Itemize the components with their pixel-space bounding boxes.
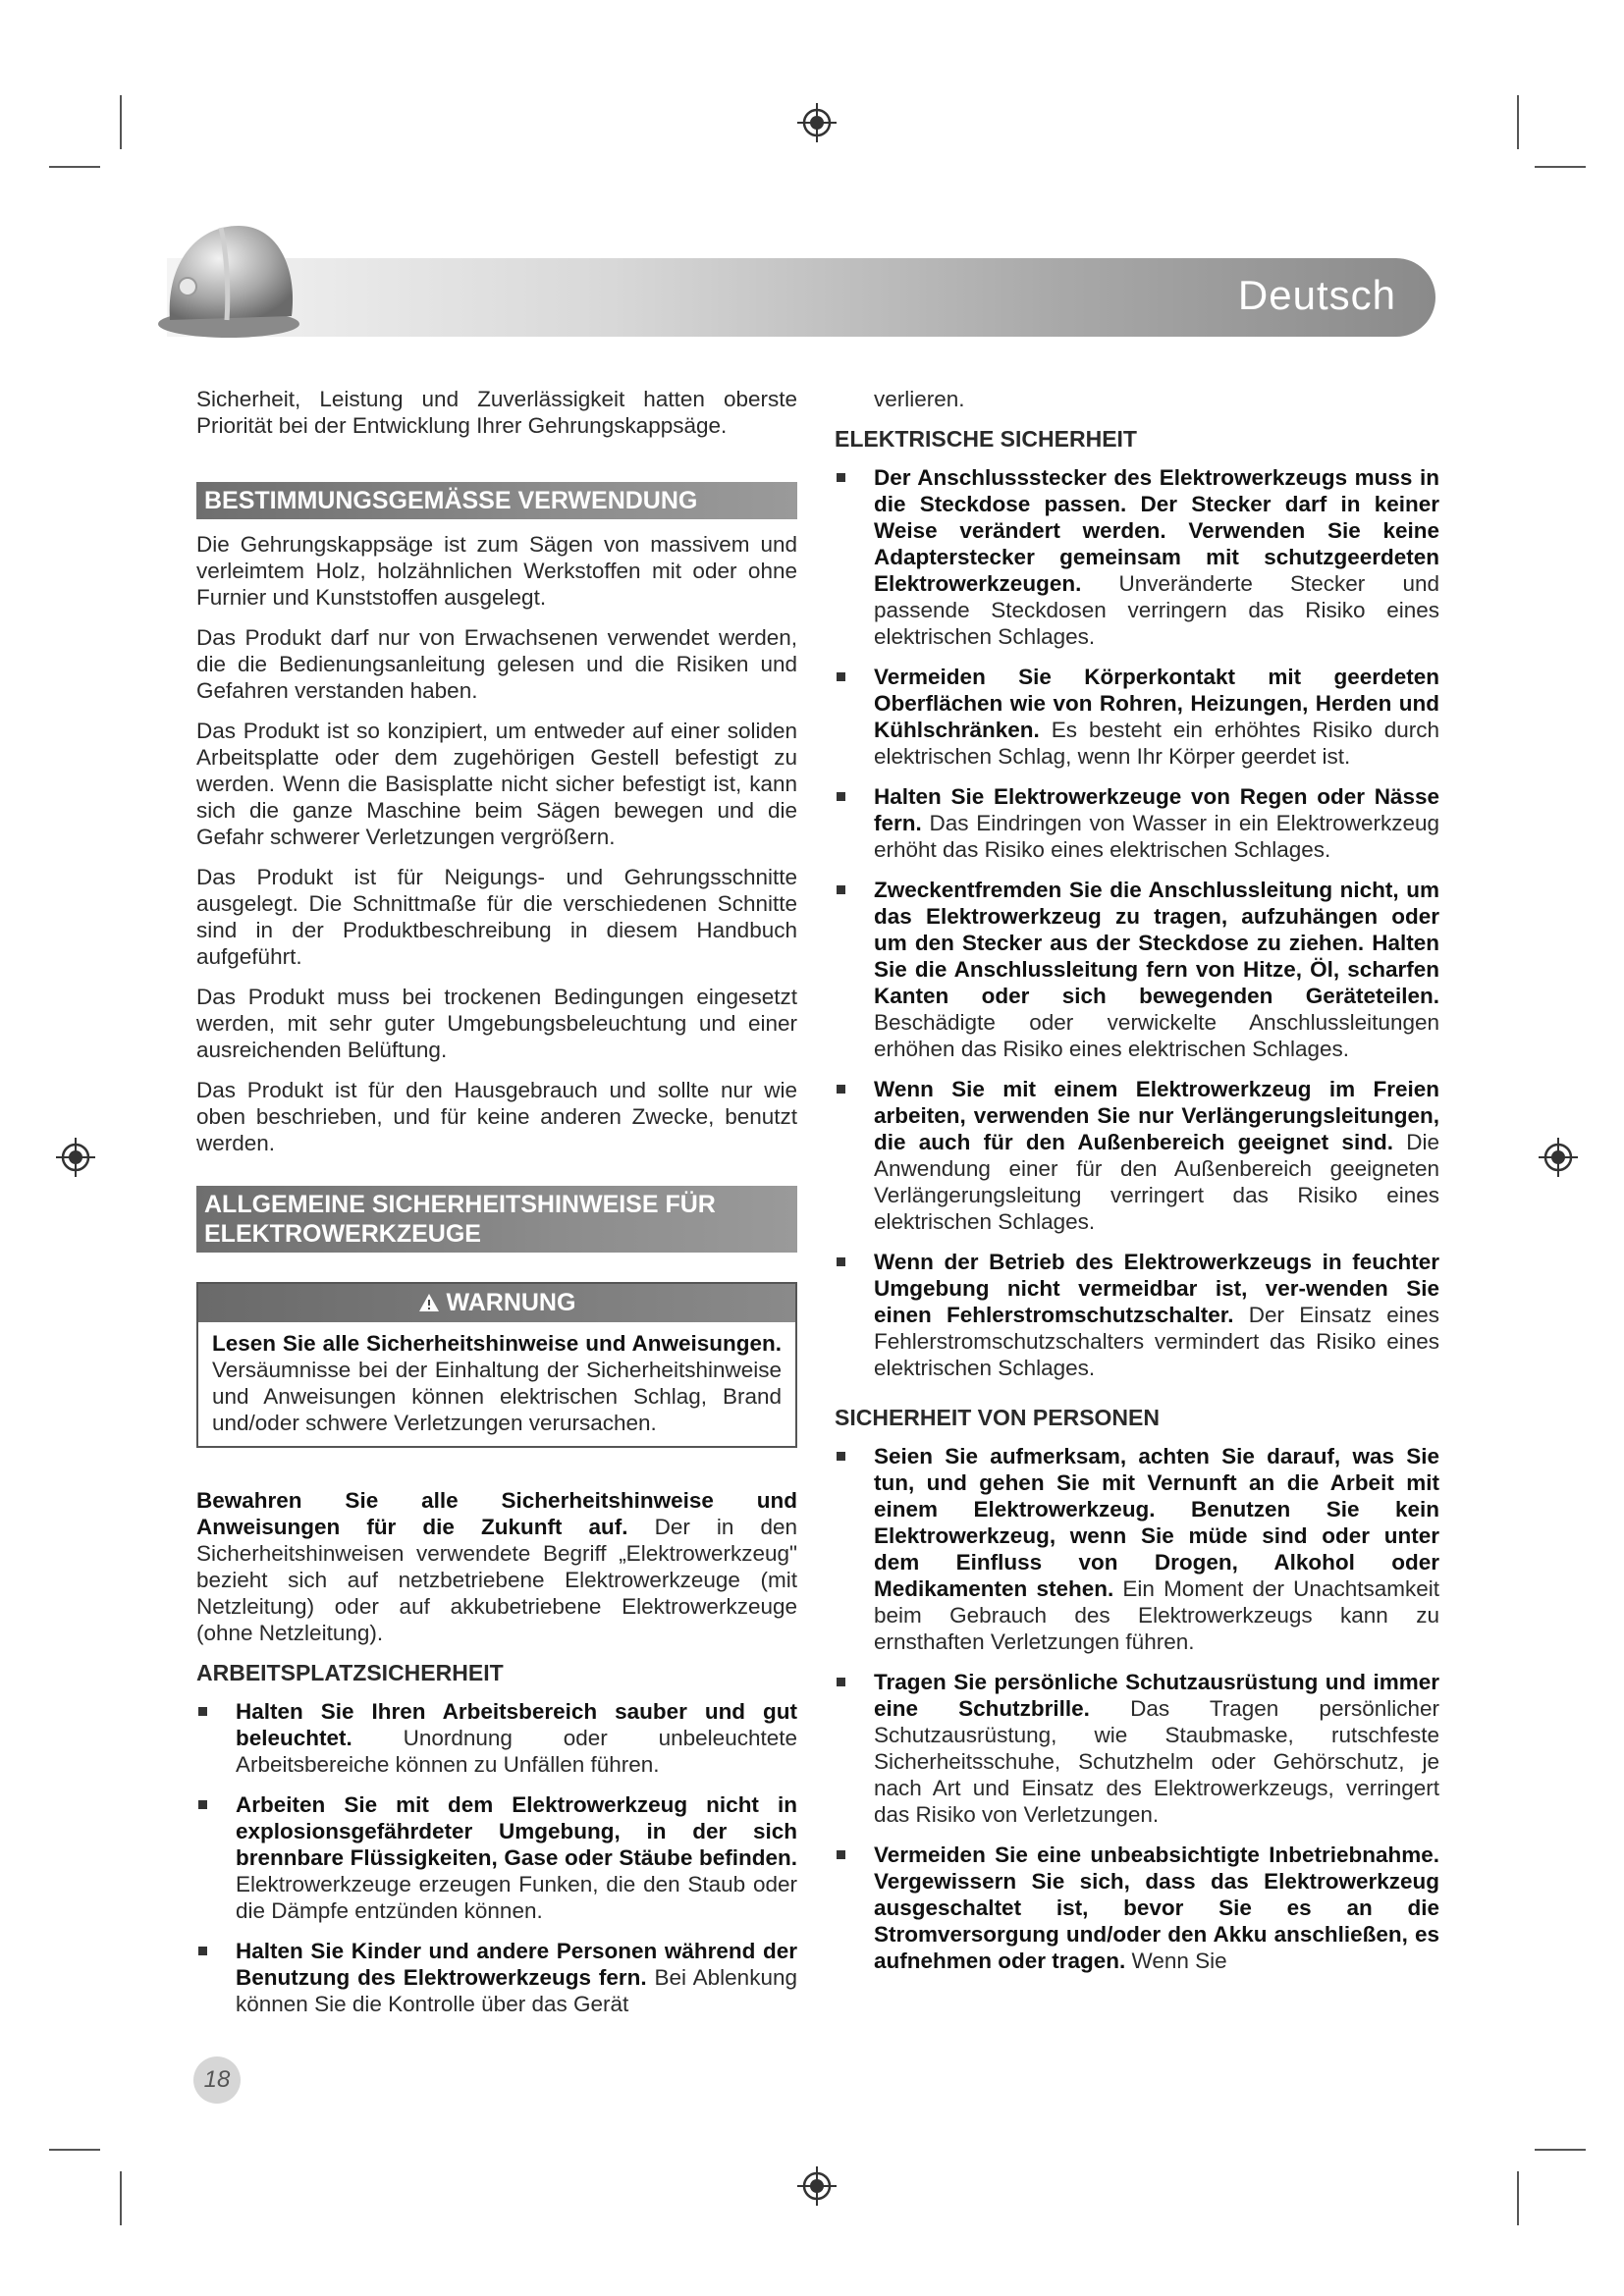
crop-mark (1535, 2149, 1586, 2151)
warning-bold-text: Lesen Sie alle Sicherheitshinweise und Anweisungen. (212, 1331, 782, 1356)
bullet-square-icon (837, 792, 845, 801)
registration-mark-icon (54, 1136, 97, 1179)
keep-instructions-paragraph (196, 1487, 797, 1646)
warning-triangle-icon (418, 1293, 440, 1312)
warning-box (196, 1282, 797, 1448)
list-item (196, 1938, 797, 2017)
item-bold-text: Vermeiden Sie Körperkontakt mit geerdeten Oberflächen wie von Rohren, Heizungen, Herden und Kühlschränken. (874, 665, 1439, 742)
item-bold-text: Halten Sie Ihren Arbeitsbereich sauber und gut beleuchtet. (236, 1699, 797, 1750)
item-body-text: Unordnung oder unbeleuchtete Arbeitsbereiche können zu Unfällen führen. (236, 1726, 797, 1777)
item-bold-text: Halten Sie Elektrowerkzeuge von Regen oder Nässe fern. (874, 784, 1439, 835)
item-bold-text: Wenn Sie mit einem Elektrowerkzeug im Freien arbeiten, verwenden Sie nur Verlängerungsleitungen, die auch für den Außenbereich geeignet sind. (874, 1077, 1439, 1154)
crop-mark (1535, 166, 1586, 168)
list-item (835, 877, 1439, 1062)
item-body-text: Beschädigte oder verwickelte Anschlussleitungen erhöhen das Risiko eines elektrischen Schlages. (874, 1010, 1439, 1061)
workplace-safety-list (196, 1698, 797, 2017)
crop-mark (1517, 95, 1519, 149)
paragraph: Das Produkt muss bei trockenen Bedingungen eingesetzt werden, mit sehr guter Umgebungsbeleuchtung und einer ausreichenden Belüftung. (196, 985, 797, 1062)
paragraph: Das Produkt ist für Neigungs- und Gehrungsschnitte ausgelegt. Die Schnittmaße für die verschiedenen Schnitte sind in der Produktbeschreibung in diesem Handbuch aufgeführt. (196, 865, 797, 969)
bullet-square-icon (198, 1707, 207, 1716)
bullet-square-icon (837, 473, 845, 482)
bullet-square-icon (198, 1800, 207, 1809)
crop-mark (49, 166, 100, 168)
warning-title: WARNUNG (446, 1289, 576, 1316)
item-bold-text: Halten Sie Kinder und andere Personen während der Benutzung des Elektrowerkzeugs fern. (236, 1939, 797, 1990)
personal-safety-list (835, 1443, 1439, 1974)
bullet-square-icon (837, 1452, 845, 1461)
item-bold-text: Wenn der Betrieb des Elektrowerkzeugs in feuchter Umgebung nicht vermeidbar ist, ver-wenden Sie einen Fehlerstromschutzschalter. (874, 1250, 1439, 1327)
section-title-intended-use: BESTIMMUNGSGEMÄSSE VERWENDUNG (196, 482, 797, 519)
left-column (196, 386, 797, 2031)
crop-mark (120, 95, 122, 149)
item-body-text: Der Einsatz eines Fehlerstromschutzschalters vermindert das Risiko eines elektrischen Schlages. (874, 1303, 1439, 1380)
electrical-safety-list (835, 464, 1439, 1381)
bullet-square-icon (837, 1850, 845, 1859)
item-body-text: Das Tragen persönlicher Schutzausrüstung, wie Staubmaske, rutschfeste Sicherheitsschuhe, Schutzhelm oder Gehörschutz, je nach Art und Einsatz des Elektrowerkzeugs, verringert das Risiko von Verletzungen. (874, 1696, 1439, 1827)
item-bold-text: Tragen Sie persönliche Schutzausrüstung und immer eine Schutzbrille. (874, 1670, 1439, 1721)
bullet-square-icon (198, 1947, 207, 1955)
item-body-text: Es besteht ein erhöhtes Risiko durch elektrischen Schlag, wenn Ihr Körper geerdet ist. (874, 718, 1439, 769)
item-bold-text: Zweckentfremden Sie die Anschlussleitung nicht, um das Elektrowerkzeug zu tragen, aufzuhängen oder um den Stecker aus der Steckdose zu ziehen. Halten Sie die Anschlussleitung fern von Hitze, Öl, scharfen Kanten oder sich bewegenden Geräteteilen. (874, 878, 1439, 1008)
registration-mark-icon (1537, 1136, 1580, 1179)
bullet-square-icon (837, 1085, 845, 1094)
item-body-text: Ein Moment der Unachtsamkeit beim Gebrauch des Elektrowerkzeugs kann zu ernsthaften Verletzungen führen. (874, 1576, 1439, 1654)
item-bold-text: Arbeiten Sie mit dem Elektrowerkzeug nicht in explosionsgefährdeter Umgebung, in der sich brennbare Flüssigkeiten, Gase oder Stäube befinden. (236, 1792, 797, 1870)
list-item (196, 1698, 797, 1778)
keep-bold-text: Bewahren Sie alle Sicherheitshinweise und Anweisungen für die Zukunft auf. (196, 1488, 797, 1539)
item-bold-text: Der Anschlussstecker des Elektrowerkzeugs muss in die Steckdose passen. Der Stecker darf in keiner Weise verändert werden. Verwenden Sie keine Adapterstecker gemeinsam mit schutzgeerdeten Elektrowerkzeugen. (874, 465, 1439, 596)
list-item (835, 464, 1439, 650)
crop-mark (120, 2171, 122, 2225)
hard-hat-icon (152, 214, 299, 342)
list-item (835, 1249, 1439, 1381)
item-body-text: Wenn Sie (1125, 1949, 1227, 1973)
item-bold-text: Seien Sie aufmerksam, achten Sie darauf, was Sie tun, und gehen Sie mit Vernunft an die Arbeit mit einem Elektrowerkzeug. Benutzen Sie kein Elektrowerkzeug, wenn Sie müde sind oder unter dem Einfluss von Drogen, Alkohol oder Medikamenten stehen. (874, 1444, 1439, 1601)
warning-text (198, 1322, 795, 1446)
bullet-square-icon (837, 672, 845, 681)
paragraph: Das Produkt ist so konzipiert, um entweder auf einer soliden Arbeitsplatte oder dem zugehörigen Gestell befestigt zu werden. Wenn die Basisplatte nicht sicher befestigt ist, kann sich die ganze Maschine beim Sägen bewegen und die Gefahr schwerer Verletzungen vergrößern. (196, 719, 797, 849)
list-item (835, 1443, 1439, 1655)
subheading-workplace-safety: ARBEITSPLATZSICHERHEIT (196, 1660, 504, 1685)
list-item (835, 783, 1439, 863)
item-body-text: Bei Ablenkung können Sie die Kontrolle über das Gerät (236, 1965, 797, 2016)
bullet-square-icon (837, 1678, 845, 1686)
list-item (835, 1669, 1439, 1828)
intro-paragraph: Sicherheit, Leistung und Zuverlässigkeit hatten oberste Priorität bei der Entwicklung Ihrer Gehrungskappsäge. (196, 387, 797, 438)
list-item (835, 664, 1439, 770)
registration-mark-icon (795, 2164, 839, 2208)
registration-mark-icon (795, 101, 839, 144)
item-body-text: Das Eindringen von Wasser in ein Elektrowerkzeug erhöht das Risiko eines elektrischen Schlages. (874, 811, 1439, 862)
page-number: 18 (193, 2056, 241, 2104)
item-body-text: Elektrowerkzeuge erzeugen Funken, die den Staub oder die Dämpfe entzünden können. (236, 1872, 797, 1923)
paragraph: Die Gehrungskappsäge ist zum Sägen von massivem und verleimtem Holz, holzähnlichen Werkstoffen mit oder ohne Furnier und Kunststoffen ausgelegt. (196, 532, 797, 610)
item-body-text: Unveränderte Stecker und passende Steckdosen verringern das Risiko eines elektrischen Schlages. (874, 571, 1439, 649)
list-item (835, 1842, 1439, 1974)
crop-mark (49, 2149, 100, 2151)
warning-header (198, 1284, 795, 1322)
paragraph: Das Produkt darf nur von Erwachsenen verwendet werden, die die Bedienungsanleitung gelesen und die Risiken und Gefahren verstanden haben. (196, 625, 797, 703)
list-item (196, 1791, 797, 1924)
bullet-square-icon (837, 885, 845, 894)
section-title-general-safety: ALLGEMEINE SICHERHEITSHINWEISE FÜR ELEKTROWERKZEUGE (196, 1186, 797, 1253)
list-item (835, 1076, 1439, 1235)
subheading-personal-safety: SICHERHEIT VON PERSONEN (835, 1405, 1160, 1430)
crop-mark (1517, 2171, 1519, 2225)
paragraph: Das Produkt ist für den Hausgebrauch und sollte nur wie oben beschrieben, und für keine anderen Zwecke, benutzt werden. (196, 1078, 797, 1155)
item-bold-text: Vermeiden Sie eine unbeabsichtigte Inbetriebnahme. Vergewissern Sie sich, dass das Elektrowerkzeug ausgeschaltet ist, bevor Sie es an die Stromversorgung und/oder den Akku anschließen, es aufnehmen oder tragen. (874, 1842, 1439, 1973)
warning-body-text: Versäumnisse bei der Einhaltung der Sicherheitshinweise und Anweisungen können elektrischen Schlag, Brand und/oder schwere Verletzungen verursachen. (212, 1358, 782, 1435)
continuation-text: verlieren. (874, 387, 965, 411)
language-title: Deutsch (1237, 272, 1396, 318)
right-column (835, 386, 1439, 1988)
language-header-band (167, 258, 1435, 337)
subheading-electrical-safety: ELEKTRISCHE SICHERHEIT (835, 426, 1137, 452)
keep-body-text: Der in den Sicherheitshinweisen verwendete Begriff „Elektrowerkzeug" bezieht sich auf netzbetriebene Elektrowerkzeuge (mit Netzleitung) oder auf akkubetriebene Elektrowerkzeuge (ohne Netzleitung). (196, 1515, 797, 1645)
bullet-square-icon (837, 1257, 845, 1266)
item-body-text: Die Anwendung einer für den Außenbereich geeigneten Verlängerungsleitung verringert das Risiko eines elektrischen Schlages. (874, 1130, 1439, 1234)
